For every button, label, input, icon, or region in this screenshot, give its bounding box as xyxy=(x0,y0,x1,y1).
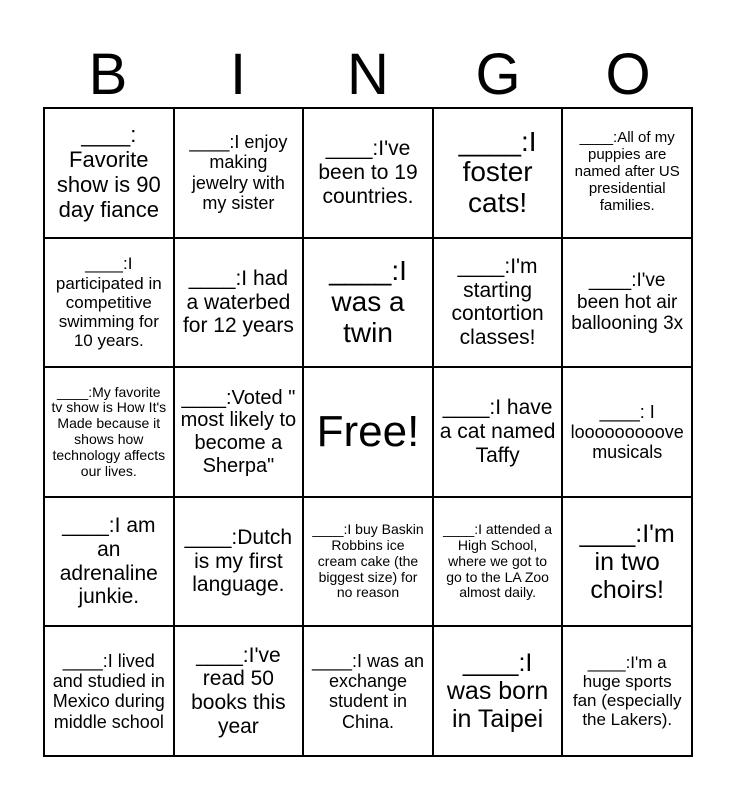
header-letter-n: N xyxy=(347,42,389,107)
bingo-cell-r0-c3[interactable] xyxy=(433,108,563,238)
bingo-cell-text: ____:I am an adrenaline junkie. xyxy=(59,514,158,609)
bingo-cell-text: ____: I looooooooove musicals xyxy=(570,401,684,463)
bingo-cell-r2-c0[interactable] xyxy=(44,367,174,497)
bingo-cell-r3-c1[interactable] xyxy=(174,497,304,627)
bingo-cell-r1-c2[interactable] xyxy=(303,238,433,368)
bingo-cell-r2-c4[interactable] xyxy=(562,367,692,497)
bingo-cell-r1-c1[interactable] xyxy=(174,238,304,368)
bingo-cell-r3-c2[interactable] xyxy=(303,497,433,627)
bingo-cell-r4-c3[interactable] xyxy=(433,626,563,756)
bingo-cell-r0-c1[interactable] xyxy=(174,108,304,238)
bingo-cell-text: ____:I was a twin xyxy=(329,255,407,348)
bingo-cell-text: ____:My favorite tv show is How It's Made because it shows how technology affects our lives. xyxy=(51,383,167,479)
bingo-cell-text: ____:I've read 50 books this year xyxy=(191,643,286,738)
bingo-cell-r4-c1[interactable] xyxy=(174,626,304,756)
bingo-cell-r1-c4[interactable] xyxy=(562,238,692,368)
bingo-cell-text: ____:I foster cats! xyxy=(458,125,537,219)
bingo-cell-r1-c0[interactable] xyxy=(44,238,174,368)
bingo-cell-text: ____:I attended a High School, where we got to go to the LA Zoo almost daily. xyxy=(443,521,553,601)
bingo-cell-text: ____:I have a cat named Taffy xyxy=(439,396,556,467)
bingo-cell-r3-c3[interactable] xyxy=(433,497,563,627)
bingo-board xyxy=(43,107,693,757)
header-letter-i: I xyxy=(229,42,247,107)
bingo-cell-r0-c0[interactable] xyxy=(44,108,174,238)
free-space-label: Free! xyxy=(316,407,420,457)
header-letter-g: G xyxy=(475,42,521,107)
bingo-cell-text: ____:I'm in two choirs! xyxy=(579,519,675,604)
bingo-cell-r0-c2[interactable] xyxy=(303,108,433,238)
bingo-cell-r0-c4[interactable] xyxy=(562,108,692,238)
bingo-cell-text: ____:I buy Baskin Robbins ice cream cake (the biggest size) for no reason xyxy=(312,521,424,601)
bingo-cell-text: ____:I was born in Taipei xyxy=(446,649,549,734)
header-letter-o: O xyxy=(605,42,651,107)
bingo-header xyxy=(43,42,693,108)
bingo-cell-text: ____:I had a waterbed for 12 years xyxy=(182,266,294,338)
bingo-cell-r2-c1[interactable] xyxy=(174,367,304,497)
bingo-cell-r4-c0[interactable] xyxy=(44,626,174,756)
bingo-cell-text: ____:Voted " most likely to become a Sherpa" xyxy=(180,386,297,477)
bingo-cell-r2-c3[interactable] xyxy=(433,367,563,497)
bingo-cell-r3-c0[interactable] xyxy=(44,497,174,627)
bingo-cell-text: ____:I've been to 19 countries. xyxy=(318,137,418,208)
bingo-cell-r4-c2[interactable] xyxy=(303,626,433,756)
bingo-cell-text: ____:I participated in competitive swimming for 10 years. xyxy=(55,254,162,351)
bingo-cell-text: ____:I was an exchange student in China. xyxy=(311,650,425,732)
bingo-cell-r1-c3[interactable] xyxy=(433,238,563,368)
bingo-cell-text: ____:I've been hot air ballooning 3x xyxy=(571,270,684,335)
bingo-cell-text: ____:All of my puppies are named after US presidential families. xyxy=(574,129,680,215)
header-letter-b: B xyxy=(88,42,128,107)
bingo-cell-text: ____:I'm starting contortion classes! xyxy=(451,254,544,350)
bingo-cell-r4-c4[interactable] xyxy=(562,626,692,756)
bingo-cell-r3-c4[interactable] xyxy=(562,497,692,627)
bingo-cell-text: ____:I lived and studied in Mexico during middle school xyxy=(52,650,165,732)
bingo-cell-text: ____:I enjoy making jewelry with my sister xyxy=(189,132,288,214)
bingo-cell-text: ____:Dutch is my first language. xyxy=(184,526,293,597)
bingo-cell-free[interactable] xyxy=(303,367,433,497)
bingo-cell-text: ____: Favorite show is 90 day fiance xyxy=(56,122,161,222)
bingo-cell-text: ____:I'm a huge sports fan (especially the Lakers). xyxy=(572,652,682,730)
